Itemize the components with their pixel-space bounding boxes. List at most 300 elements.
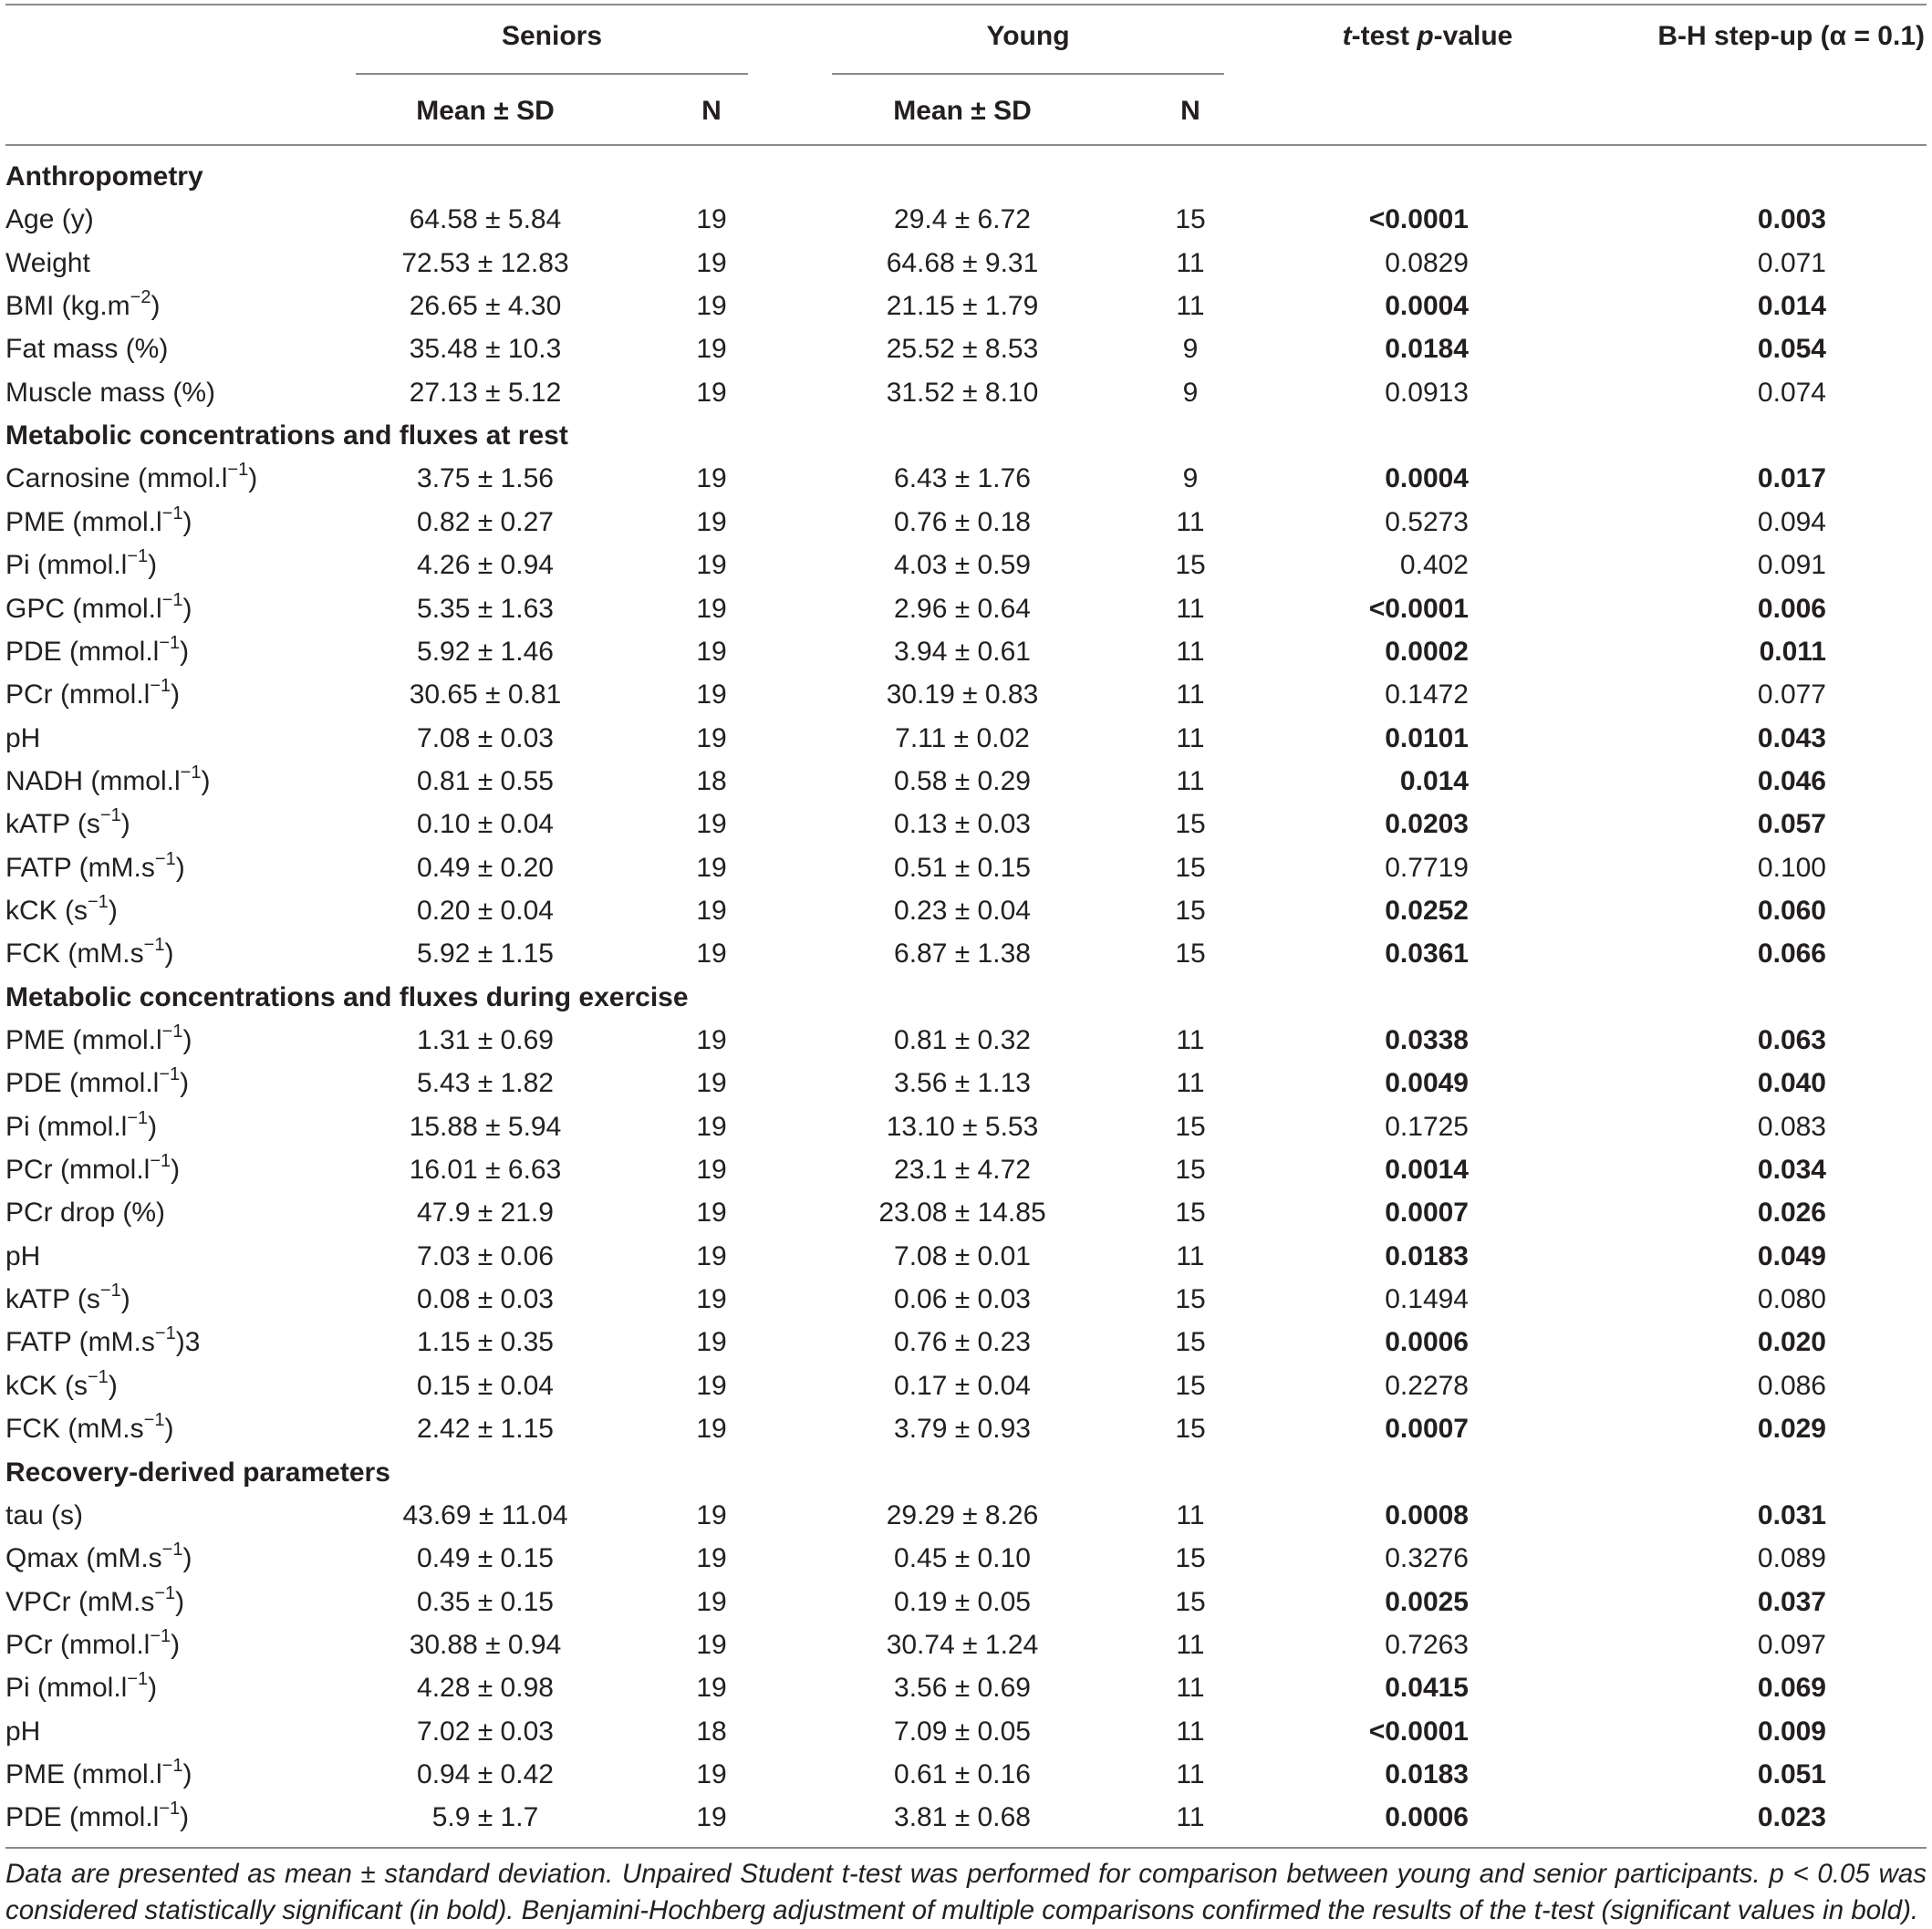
bh-value-cell: 0.040 — [1757, 1068, 1826, 1099]
parameter-label: PME $(mmol.l^{-1})$ — [5, 1755, 192, 1789]
bh-value-cell: 0.066 — [1757, 939, 1826, 970]
p-value-cell: 0.0007 — [1385, 1198, 1469, 1229]
p-value-cell: 0.0913 — [1385, 377, 1469, 408]
p-value-cell: 0.1494 — [1385, 1284, 1469, 1315]
parameter-label: FCK $(mM.s^{-1})$ — [5, 935, 174, 970]
p-value-cell: 0.0049 — [1385, 1068, 1469, 1099]
bh-value-cell: 0.017 — [1757, 463, 1826, 494]
seniors-n-cell: 19 — [696, 1068, 727, 1099]
bh-value-cell: 0.054 — [1757, 334, 1826, 365]
seniors-n-cell: 19 — [696, 291, 727, 322]
parameter-label: Age (y) — [5, 204, 94, 235]
young-n-cell: 11 — [1176, 679, 1205, 710]
young-n-cell: 15 — [1175, 1198, 1206, 1229]
bh-value-cell: 0.023 — [1757, 1802, 1826, 1833]
young-mean-cell: 64.68 ± 9.31 — [886, 247, 1039, 278]
header-seniors-n: N — [701, 96, 722, 126]
young-n-cell: 9 — [1182, 377, 1199, 408]
young-n-cell: 15 — [1175, 204, 1206, 235]
young-mean-cell: 21.15 ± 1.79 — [886, 291, 1039, 322]
p-value-cell: <0.0001 — [1368, 1716, 1469, 1747]
p-value-cell: 0.0183 — [1385, 1240, 1469, 1271]
seniors-mean-cell: 16.01 ± 6.63 — [409, 1155, 562, 1186]
unit-exponent: −1 — [150, 676, 171, 697]
parameter-label: FCK $(mM.s^{-1})$ — [5, 1410, 174, 1445]
young-n-cell: 11 — [1176, 291, 1205, 322]
young-n-cell: 15 — [1175, 809, 1206, 840]
young-mean-cell: 0.06 ± 0.03 — [894, 1284, 1031, 1315]
seniors-mean-cell: 30.65 ± 0.81 — [409, 679, 562, 710]
table-row — [0, 285, 1932, 327]
parameter-label: GPC $(mmol.l^{-1})$ — [5, 589, 192, 624]
parameter-label: NADH $(mmol.l^{-1})$ — [5, 762, 211, 796]
young-mean-cell: 3.79 ± 0.93 — [894, 1414, 1031, 1445]
bh-value-cell: 0.034 — [1757, 1155, 1826, 1186]
unit-exponent: −1 — [143, 1410, 165, 1431]
p-value-cell: 0.0008 — [1385, 1499, 1469, 1530]
young-n-cell: 15 — [1175, 895, 1206, 926]
young-mean-cell: 0.17 ± 0.04 — [894, 1370, 1031, 1401]
parameter-label: pH — [5, 722, 41, 753]
table-row — [0, 717, 1932, 760]
seniors-n-cell: 19 — [696, 679, 727, 710]
unit-exponent: −1 — [161, 1755, 183, 1776]
parameter-label: PME $(mmol.l^{-1})$ — [5, 1022, 192, 1055]
young-n-cell: 9 — [1182, 463, 1199, 494]
seniors-mean-cell: 0.10 ± 0.04 — [417, 809, 554, 840]
seniors-mean-cell: 47.9 ± 21.9 — [417, 1198, 554, 1229]
seniors-n-cell: 19 — [696, 1155, 727, 1186]
table-row — [0, 1666, 1932, 1709]
young-mean-cell: 2.96 ± 0.64 — [894, 593, 1031, 624]
seniors-mean-cell: 0.35 ± 0.15 — [417, 1586, 554, 1617]
young-mean-cell: 0.61 ± 0.16 — [894, 1758, 1031, 1789]
unit-exponent: −1 — [180, 762, 202, 783]
bh-value-cell: 0.060 — [1757, 895, 1826, 926]
young-n-cell: 15 — [1175, 550, 1206, 581]
table-row — [0, 1753, 1932, 1796]
parameter-label: kATP $(s^{-1})$ — [5, 805, 130, 840]
young-n-cell: 11 — [1176, 1499, 1205, 1530]
young-mean-cell: 13.10 ± 5.53 — [886, 1111, 1039, 1142]
seniors-n-cell: 19 — [696, 1629, 727, 1660]
seniors-n-cell: 19 — [696, 1284, 727, 1315]
table-row — [0, 932, 1932, 975]
p-value-cell: 0.0415 — [1385, 1673, 1469, 1704]
table-row — [0, 846, 1932, 889]
seniors-mean-cell: 0.94 ± 0.42 — [417, 1758, 554, 1789]
unit-exponent: −1 — [150, 1151, 171, 1172]
seniors-n-cell: 19 — [696, 1198, 727, 1229]
header-seniors-mean: Mean ± SD — [416, 96, 555, 126]
parameter-label: Muscle mass (%) — [5, 377, 216, 408]
unit-exponent: −1 — [154, 848, 176, 869]
unit-exponent: −1 — [159, 1064, 181, 1085]
table-row — [0, 1364, 1932, 1407]
p-value-cell: 0.0025 — [1385, 1586, 1469, 1617]
young-mean-cell: 25.52 ± 8.53 — [886, 334, 1039, 365]
p-value-cell: 0.014 — [1399, 765, 1469, 796]
unit-exponent: −1 — [159, 632, 181, 653]
parameter-label: Weight — [5, 247, 90, 278]
p-value-cell: 0.2278 — [1385, 1370, 1469, 1401]
seniors-mean-cell: 15.88 ± 5.94 — [409, 1111, 562, 1142]
seniors-n-cell: 19 — [696, 334, 727, 365]
seniors-mean-cell: 5.43 ± 1.82 — [417, 1068, 554, 1099]
seniors-n-cell: 19 — [696, 550, 727, 581]
seniors-mean-cell: 27.13 ± 5.12 — [409, 377, 562, 408]
parameter-label: Qmax $(mM.s^{-1})$ — [5, 1540, 192, 1574]
seniors-n-cell: 19 — [696, 1414, 727, 1445]
parameter-label: PCr $(mmol.l^{-1})$ — [5, 676, 181, 710]
parameter-label: pH — [5, 1716, 41, 1747]
parameter-label: FATP $(mM.s^{-1})$ — [5, 848, 185, 883]
header-bh: B-H step-up (α = 0.1) — [1657, 21, 1925, 51]
seniors-mean-cell: 1.15 ± 0.35 — [417, 1327, 554, 1358]
table-row — [0, 1105, 1932, 1148]
parameter-label: PDE $(mmol.l^{-1})$ — [5, 1064, 190, 1099]
bh-value-cell: 0.009 — [1757, 1716, 1826, 1747]
young-mean-cell: 0.81 ± 0.32 — [894, 1025, 1031, 1055]
p-value-cell: 0.0006 — [1385, 1327, 1469, 1358]
parameter-label: PCr $(mmol.l^{-1})$ — [5, 1625, 181, 1660]
seniors-mean-cell: 2.42 ± 1.15 — [417, 1414, 554, 1445]
young-mean-cell: 23.08 ± 14.85 — [878, 1198, 1046, 1229]
table-row — [0, 803, 1932, 845]
unit-exponent: −1 — [127, 1107, 149, 1128]
seniors-n-cell: 19 — [696, 939, 727, 970]
header-ttest: t-test p-value — [1342, 21, 1513, 51]
seniors-n-cell: 19 — [696, 1370, 727, 1401]
young-n-cell: 11 — [1176, 636, 1205, 667]
young-mean-cell: 0.13 ± 0.03 — [894, 809, 1031, 840]
table-row — [0, 1191, 1932, 1234]
young-mean-cell: 6.43 ± 1.76 — [894, 463, 1031, 494]
p-value-cell: 0.0361 — [1385, 939, 1469, 970]
bh-value-cell: 0.071 — [1757, 247, 1826, 278]
bh-value-cell: 0.037 — [1757, 1586, 1826, 1617]
seniors-mean-cell: 3.75 ± 1.56 — [417, 463, 554, 494]
seniors-mean-cell: 5.92 ± 1.46 — [417, 636, 554, 667]
unit-exponent: −1 — [154, 1582, 176, 1603]
p-value-cell: <0.0001 — [1368, 593, 1469, 624]
seniors-mean-cell: 30.88 ± 0.94 — [409, 1629, 562, 1660]
table-row — [0, 242, 1932, 285]
young-n-cell: 15 — [1175, 1327, 1206, 1358]
parameter-label: Carnosine $(mmol.l^{-1})$ — [5, 460, 258, 494]
young-mean-cell: 29.4 ± 6.72 — [894, 204, 1031, 235]
table-footnote: Data are presented as mean ± standard deviation. Unpaired Student t-test was performed for comparison between young and senior participants. p < 0.05 was considered statistically significant (in bold). Benjamini-Hochberg adjustment of multiple comparisons confirmed the results of the t-test (significant values in bold). — [5, 1859, 1927, 1925]
table-row — [0, 544, 1932, 586]
young-n-cell: 15 — [1175, 1111, 1206, 1142]
table-row — [0, 1148, 1932, 1191]
bottom-rule — [5, 1847, 1927, 1849]
bh-value-cell: 0.086 — [1757, 1370, 1826, 1401]
seniors-n-cell: 19 — [696, 593, 727, 624]
young-n-cell: 15 — [1175, 852, 1206, 883]
seniors-mean-cell: 1.31 ± 0.69 — [417, 1025, 554, 1055]
seniors-mean-cell: 64.58 ± 5.84 — [409, 204, 562, 235]
p-value-cell: 0.0183 — [1385, 1758, 1469, 1789]
table-row — [0, 1235, 1932, 1278]
young-n-cell: 15 — [1175, 1370, 1206, 1401]
p-value-cell: 0.1472 — [1385, 679, 1469, 710]
young-n-cell: 9 — [1182, 334, 1199, 365]
p-value-cell: <0.0001 — [1368, 204, 1469, 235]
young-n-cell: 11 — [1176, 593, 1205, 624]
young-group-rule — [832, 73, 1224, 75]
bh-value-cell: 0.069 — [1757, 1673, 1826, 1704]
bh-value-cell: 0.080 — [1757, 1284, 1826, 1315]
young-n-cell: 11 — [1176, 247, 1205, 278]
seniors-n-cell: 18 — [696, 1716, 727, 1747]
bh-value-cell: 0.091 — [1757, 550, 1826, 581]
bh-value-cell: 0.014 — [1757, 291, 1826, 322]
section-header-row — [0, 1451, 1932, 1494]
seniors-group-rule — [356, 73, 748, 75]
young-mean-cell: 7.11 ± 0.02 — [895, 722, 1030, 753]
bh-value-cell: 0.029 — [1757, 1414, 1826, 1445]
seniors-n-cell: 19 — [696, 204, 727, 235]
young-n-cell: 11 — [1176, 1758, 1205, 1789]
table-row — [0, 1710, 1932, 1753]
seniors-mean-cell: 7.08 ± 0.03 — [417, 722, 554, 753]
seniors-mean-cell: 5.9 ± 1.7 — [431, 1802, 539, 1833]
young-n-cell: 11 — [1176, 722, 1205, 753]
parameter-label: BMI $(kg.m^{-2})$ — [5, 287, 161, 322]
header-young-n: N — [1180, 96, 1200, 126]
seniors-mean-cell: 43.69 ± 11.04 — [402, 1499, 568, 1530]
seniors-n-cell: 19 — [696, 1111, 727, 1142]
young-n-cell: 15 — [1175, 1586, 1206, 1617]
p-value-cell: 0.0829 — [1385, 247, 1469, 278]
bh-value-cell: 0.074 — [1757, 377, 1826, 408]
p-value-cell: 0.0006 — [1385, 1802, 1469, 1833]
seniors-n-cell: 19 — [696, 1802, 727, 1833]
table-row — [0, 501, 1932, 544]
table-row — [0, 1407, 1932, 1450]
young-mean-cell: 0.76 ± 0.23 — [894, 1327, 1031, 1358]
unit-exponent: −2 — [130, 287, 151, 308]
unit-exponent: −1 — [143, 935, 165, 956]
young-n-cell: 11 — [1176, 1673, 1205, 1704]
p-value-cell: 0.0184 — [1385, 334, 1469, 365]
unit-exponent: −1 — [161, 1540, 183, 1561]
bh-value-cell: 0.063 — [1757, 1025, 1826, 1055]
p-value-cell: 0.0014 — [1385, 1155, 1469, 1186]
seniors-n-cell: 18 — [696, 765, 727, 796]
seniors-mean-cell: 72.53 ± 12.83 — [401, 247, 569, 278]
table-row — [0, 1494, 1932, 1537]
young-n-cell: 11 — [1176, 1025, 1205, 1055]
unit-exponent: −1 — [150, 1625, 171, 1646]
unit-exponent: −1 — [127, 546, 149, 567]
unit-exponent: −1 — [161, 1022, 183, 1042]
seniors-mean-cell: 0.49 ± 0.15 — [417, 1543, 554, 1574]
header-bottom-rule — [5, 144, 1927, 146]
p-value-cell: 0.0338 — [1385, 1025, 1469, 1055]
young-mean-cell: 30.19 ± 0.83 — [886, 679, 1039, 710]
p-value-cell: 0.7719 — [1385, 852, 1469, 883]
seniors-mean-cell: 0.81 ± 0.55 — [417, 765, 554, 796]
bh-value-cell: 0.077 — [1757, 679, 1826, 710]
section-label: Anthropometry — [5, 161, 203, 192]
parameter-label: PCr $(mmol.l^{-1})$ — [5, 1151, 181, 1186]
table-row — [0, 327, 1932, 370]
unit-exponent: −1 — [99, 1281, 121, 1302]
seniors-n-cell: 19 — [696, 1025, 727, 1055]
bh-value-cell: 0.049 — [1757, 1240, 1826, 1271]
seniors-mean-cell: 5.92 ± 1.15 — [417, 939, 554, 970]
bh-value-cell: 0.046 — [1757, 765, 1826, 796]
parameter-label: Pi $(mmol.l^{-1})$ — [5, 1669, 158, 1704]
seniors-n-cell: 19 — [696, 895, 727, 926]
young-n-cell: 11 — [1176, 506, 1205, 537]
young-mean-cell: 4.03 ± 0.59 — [894, 550, 1031, 581]
table-row — [0, 457, 1932, 500]
header-young: Young — [986, 21, 1070, 51]
p-value-cell: 0.0004 — [1385, 463, 1469, 494]
unit-exponent: −1 — [159, 1799, 181, 1820]
young-mean-cell: 7.08 ± 0.01 — [894, 1240, 1031, 1271]
header-young-mean: Mean ± SD — [893, 96, 1032, 126]
young-mean-cell: 0.76 ± 0.18 — [894, 506, 1031, 537]
table-row — [0, 587, 1932, 630]
parameter-label: pH — [5, 1240, 41, 1271]
table-row — [0, 1581, 1932, 1623]
seniors-n-cell: 19 — [696, 809, 727, 840]
seniors-n-cell: 19 — [696, 377, 727, 408]
young-n-cell: 15 — [1175, 1155, 1206, 1186]
seniors-n-cell: 19 — [696, 1240, 727, 1271]
table-row — [0, 630, 1932, 673]
young-mean-cell: 3.81 ± 0.68 — [894, 1802, 1031, 1833]
parameter-label: kCK $(s^{-1})$ — [5, 1366, 118, 1401]
table-row — [0, 1278, 1932, 1321]
young-mean-cell: 0.51 ± 0.15 — [894, 852, 1031, 883]
seniors-mean-cell: 4.26 ± 0.94 — [417, 550, 554, 581]
unit-exponent: −1 — [88, 1366, 109, 1387]
p-value-cell: 0.0004 — [1385, 291, 1469, 322]
seniors-n-cell: 19 — [696, 506, 727, 537]
seniors-n-cell: 19 — [696, 1327, 727, 1358]
young-mean-cell: 0.19 ± 0.05 — [894, 1586, 1031, 1617]
seniors-mean-cell: 26.65 ± 4.30 — [409, 291, 562, 322]
bh-value-cell: 0.031 — [1757, 1499, 1826, 1530]
parameter-label: FATP $(mM.s^{-1})3$ — [5, 1323, 201, 1358]
bh-value-cell: 0.094 — [1757, 506, 1826, 537]
young-mean-cell: 0.45 ± 0.10 — [894, 1543, 1031, 1574]
table-row — [0, 760, 1932, 803]
p-value-cell: 0.7263 — [1385, 1629, 1469, 1660]
parameter-label: Pi $(mmol.l^{-1})$ — [5, 1107, 158, 1142]
table-row — [0, 673, 1932, 716]
parameter-label: Fat mass (%) — [5, 334, 169, 365]
bh-value-cell: 0.020 — [1757, 1327, 1826, 1358]
unit-exponent: −1 — [88, 891, 109, 912]
table-row — [0, 1623, 1932, 1666]
table-row — [0, 198, 1932, 241]
bh-value-cell: 0.006 — [1757, 593, 1826, 624]
seniors-n-cell: 19 — [696, 1499, 727, 1530]
parameter-label: PDE $(mmol.l^{-1})$ — [5, 1799, 190, 1833]
seniors-mean-cell: 0.82 ± 0.27 — [417, 506, 554, 537]
p-value-cell: 0.0252 — [1385, 895, 1469, 926]
seniors-mean-cell: 0.15 ± 0.04 — [417, 1370, 554, 1401]
p-value-cell: 0.0203 — [1385, 809, 1469, 840]
bh-value-cell: 0.089 — [1757, 1543, 1826, 1574]
p-value-cell: 0.0007 — [1385, 1414, 1469, 1445]
seniors-n-cell: 19 — [696, 247, 727, 278]
young-n-cell: 11 — [1176, 1068, 1205, 1099]
young-mean-cell: 3.94 ± 0.61 — [894, 636, 1031, 667]
unit-exponent: −1 — [161, 503, 183, 524]
seniors-mean-cell: 7.02 ± 0.03 — [417, 1716, 554, 1747]
table-row — [0, 1537, 1932, 1580]
seniors-n-cell: 19 — [696, 1543, 727, 1574]
young-n-cell: 15 — [1175, 1543, 1206, 1574]
parameter-label: PME $(mmol.l^{-1})$ — [5, 503, 192, 537]
young-mean-cell: 29.29 ± 8.26 — [886, 1499, 1039, 1530]
section-header-row — [0, 414, 1932, 457]
p-value-cell: 0.1725 — [1385, 1111, 1469, 1142]
bh-value-cell: 0.051 — [1757, 1758, 1826, 1789]
bh-value-cell: 0.043 — [1757, 722, 1826, 753]
seniors-mean-cell: 5.35 ± 1.63 — [417, 593, 554, 624]
young-n-cell: 15 — [1175, 939, 1206, 970]
parameter-label: tau (s) — [5, 1499, 84, 1530]
young-n-cell: 15 — [1175, 1414, 1206, 1445]
parameter-label: kCK $(s^{-1})$ — [5, 891, 118, 926]
unit-exponent: −1 — [154, 1323, 176, 1344]
seniors-mean-cell: 0.49 ± 0.20 — [417, 852, 554, 883]
young-n-cell: 11 — [1176, 1716, 1205, 1747]
young-mean-cell: 6.87 ± 1.38 — [894, 939, 1031, 970]
seniors-n-cell: 19 — [696, 636, 727, 667]
young-mean-cell: 0.58 ± 0.29 — [894, 765, 1031, 796]
parameter-label: kATP $(s^{-1})$ — [5, 1281, 130, 1315]
top-rule — [5, 4, 1927, 5]
seniors-n-cell: 19 — [696, 1758, 727, 1789]
seniors-n-cell: 19 — [696, 1586, 727, 1617]
bh-value-cell: 0.100 — [1757, 852, 1826, 883]
bh-value-cell: 0.011 — [1759, 636, 1826, 667]
seniors-mean-cell: 35.48 ± 10.3 — [409, 334, 562, 365]
seniors-n-cell: 19 — [696, 852, 727, 883]
unit-exponent: −1 — [161, 589, 183, 610]
unit-exponent: −1 — [127, 1669, 149, 1690]
young-mean-cell: 30.74 ± 1.24 — [886, 1629, 1039, 1660]
seniors-n-cell: 19 — [696, 463, 727, 494]
young-n-cell: 11 — [1176, 1629, 1205, 1660]
bh-value-cell: 0.026 — [1757, 1198, 1826, 1229]
young-n-cell: 15 — [1175, 1284, 1206, 1315]
header-seniors: Seniors — [501, 21, 603, 51]
section-header-row — [0, 976, 1932, 1019]
unit-exponent: −1 — [227, 460, 249, 481]
table-row — [0, 1796, 1932, 1839]
parameter-label: PDE $(mmol.l^{-1})$ — [5, 632, 190, 667]
young-mean-cell: 23.1 ± 4.72 — [894, 1155, 1031, 1186]
section-label: Recovery-derived parameters — [5, 1457, 390, 1488]
p-value-cell: 0.5273 — [1385, 506, 1469, 537]
unit-exponent: −1 — [99, 805, 121, 826]
table-row — [0, 889, 1932, 932]
p-value-cell: 0.3276 — [1385, 1543, 1469, 1574]
parameter-label: Pi $(mmol.l^{-1})$ — [5, 546, 158, 581]
p-value-cell: 0.0002 — [1385, 636, 1469, 667]
young-mean-cell: 3.56 ± 1.13 — [894, 1068, 1031, 1099]
